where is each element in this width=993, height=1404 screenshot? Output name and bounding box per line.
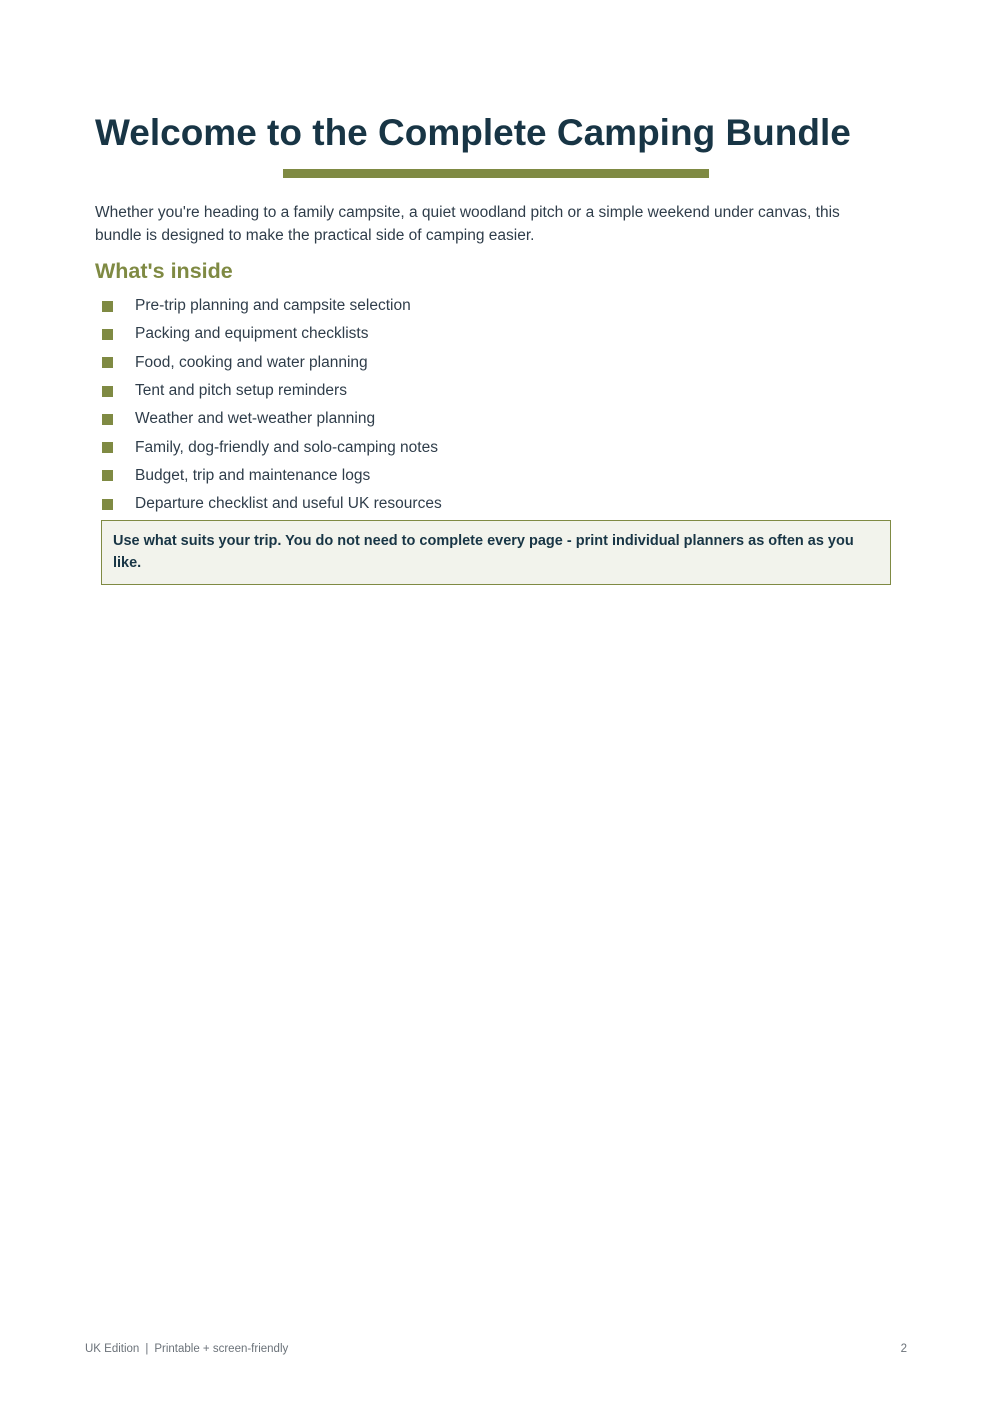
footer-separator: | bbox=[145, 1343, 149, 1355]
usage-tip-callout: Use what suits your trip. You do not need to complete every page - print individual planners as often as you like. bbox=[101, 520, 891, 585]
list-item bbox=[95, 405, 442, 433]
list-item bbox=[95, 320, 442, 348]
list-item-label: Food, cooking and water planning bbox=[135, 353, 368, 371]
footer-edition: UK Edition bbox=[85, 1343, 140, 1355]
list-item bbox=[95, 377, 442, 405]
list-item bbox=[95, 433, 442, 461]
square-bullet-icon bbox=[102, 329, 113, 340]
square-bullet-icon bbox=[102, 470, 113, 481]
whats-inside-list bbox=[95, 292, 442, 518]
page-title: Welcome to the Complete Camping Bundle bbox=[95, 112, 851, 153]
square-bullet-icon bbox=[102, 499, 113, 510]
list-item-label: Departure checklist and useful UK resources bbox=[135, 495, 442, 513]
list-item-label: Tent and pitch setup reminders bbox=[135, 382, 347, 400]
list-item bbox=[95, 292, 442, 320]
square-bullet-icon bbox=[102, 442, 113, 453]
square-bullet-icon bbox=[102, 301, 113, 312]
square-bullet-icon bbox=[102, 386, 113, 397]
footer-format: Printable + screen-friendly bbox=[154, 1343, 289, 1355]
page-footer bbox=[85, 1343, 288, 1355]
whats-inside-heading: What's inside bbox=[95, 259, 233, 283]
intro-paragraph: Whether you're heading to a family campsite, a quiet woodland pitch or a simple weekend under canvas, this bundle is designed to make the practical side of camping easier. bbox=[95, 204, 840, 244]
list-item-label: Pre-trip planning and campsite selection bbox=[135, 297, 411, 315]
square-bullet-icon bbox=[102, 357, 113, 368]
list-item-label: Weather and wet-weather planning bbox=[135, 410, 376, 428]
title-underline-rule bbox=[283, 169, 709, 178]
list-item-label: Family, dog-friendly and solo-camping notes bbox=[135, 438, 438, 456]
list-item bbox=[95, 490, 442, 518]
list-item-label: Packing and equipment checklists bbox=[135, 325, 369, 343]
list-item-label: Budget, trip and maintenance logs bbox=[135, 466, 371, 484]
square-bullet-icon bbox=[102, 414, 113, 425]
list-item bbox=[95, 462, 442, 490]
page-number: 2 bbox=[900, 1343, 907, 1355]
list-item bbox=[95, 349, 442, 377]
